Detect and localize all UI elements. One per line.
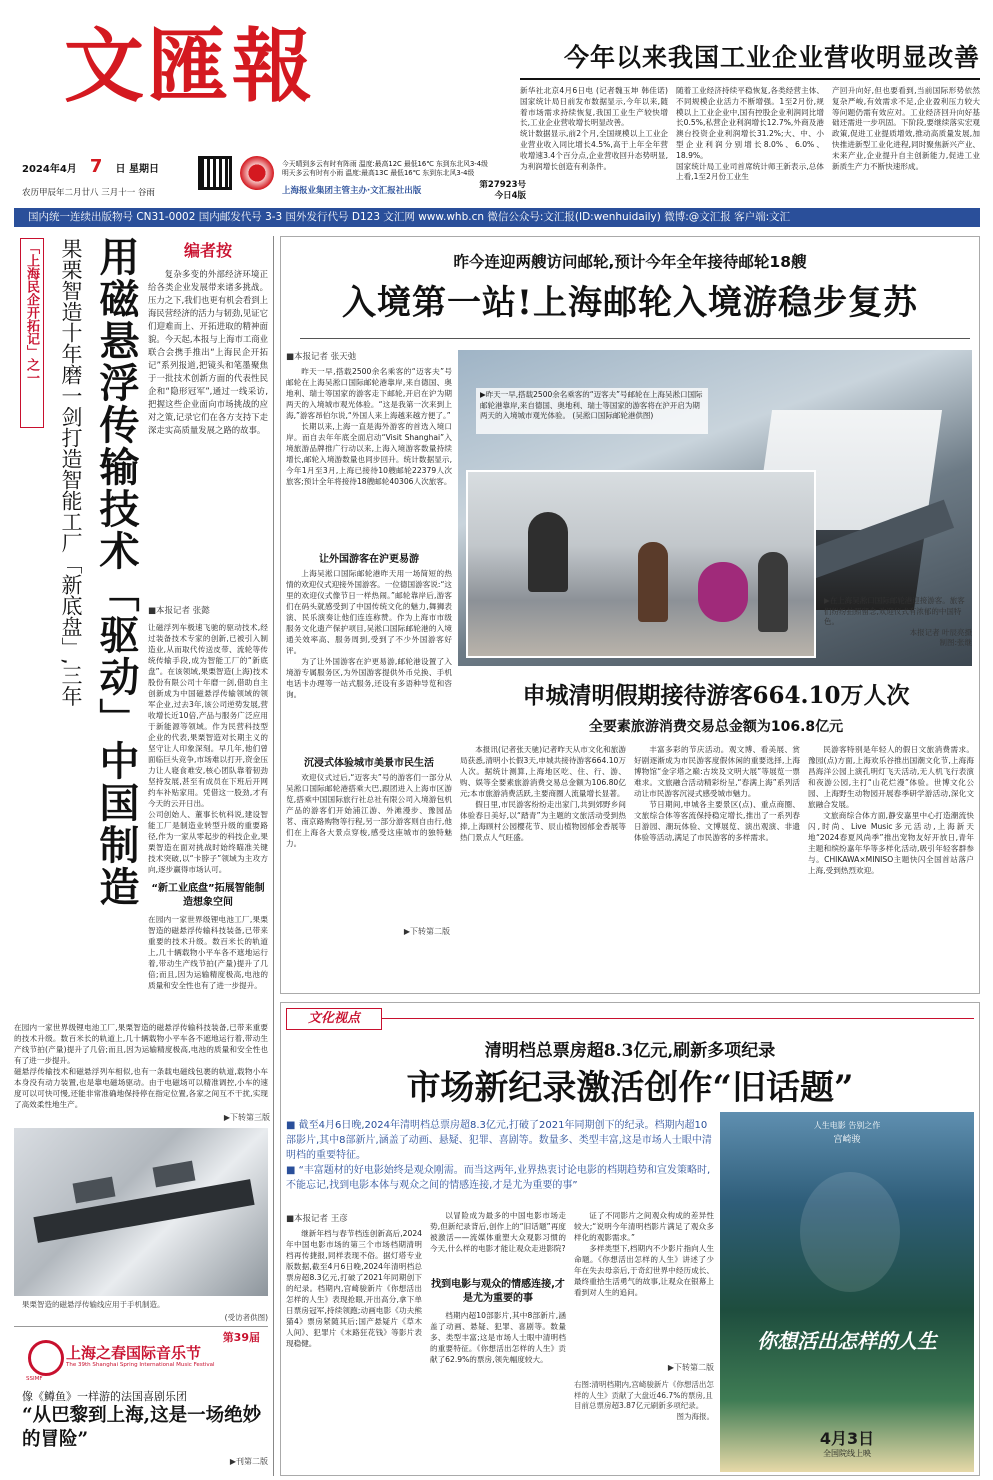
- feature-body2-p1: 在园内一家世界级锂电池工厂,果栗智造的磁悬浮传输科技装备,已带来重要的技术升级。数百米长的轨道上,几十辆载物小平车各不遮地运行着,带动生产线节拍(产量)提升了几倍;而且,因为运输精度极高,电池的质量和安全性也有了进一步提升。: [14, 1023, 268, 1065]
- festival-turn[interactable]: ▶刊第二版: [229, 1457, 268, 1466]
- top-story-col1: [520, 86, 668, 204]
- top-story-headline[interactable]: 今年以来我国工业企业营收明显改善: [563, 43, 980, 72]
- welcome-photo: [466, 470, 816, 658]
- culture-col2b: [430, 1310, 566, 1472]
- festival-name: 上海之春国际音乐节: [66, 1344, 202, 1362]
- poster-title: 你想活出怎样的人生: [757, 1329, 937, 1353]
- emblem-icon: [240, 156, 274, 190]
- tourism-col1: [460, 744, 626, 982]
- culture-summary-2: ■ “丰富题材的好电影始终是观众刚需。而当这两年,业界热衷讨论电影的档期趋势和宣发策略时,不能忘记,找到电影本体与观众之间的情感连接,才是尤为重要的事”: [286, 1165, 711, 1191]
- date-day: 7: [89, 156, 103, 177]
- cruise-subhead1: 让外国游客在沪更易游: [319, 554, 419, 564]
- cruise-body1-p1: 昨天一早,搭载2500余名乘客的“迈客夫”号邮轮在上海吴淞口国际邮轮港靠岸,来自德国、奥地利、瑞士等国家的游客走下邮轮,开启在沪为期两天的入境城市观光体验。“这是我第一次来到上海,”游客昂伯尔说,“外国人来上海越来越方便了。”: [286, 367, 452, 420]
- tourism-col3-p2: 文旅商综合体方面,静安嘉里中心打造潮流快闪,时尚、Live Music多元活动,上海新天地“2024春夏风尚季”推出宠物友好开放日,青年主题和缤纷嘉年华等多样化活动,吸引年轻客群参与。CHIKAWA×MINISO主题快闪全国首站落户上海,受到热烈欢迎。: [808, 811, 974, 875]
- festival-headline[interactable]: “从巴黎到上海,这是一场绝妙的冒险”: [22, 1405, 262, 1450]
- tourism-col1-p1: 本报讯(记者张天驰)记者昨天从市文化和旅游局获悉,清明小长假3天,申城共接待游客664.10万人次。据统计测算,上海地区吃、住、行、游、购、娱等全要素旅游消费交易总金额为106.80亿元;本市旅游消费活跃,主要商圈人流量增长显著。: [460, 745, 626, 798]
- tourism-subhead: 全要素旅游消费交易总金额为106.8亿元: [588, 719, 844, 735]
- feature-body2-p2: 磁悬浮传输技术和磁悬浮列车相似,也有一条载电磁线包裹的轨道,载物小车本身没有动力装置,也是靠电磁场驱动。由于电磁场可以精准调控,小车的速度可以可快可慢,还能非常准确地保持停在指定位置,各家之间互不干扰,实现了高效柔性地生产。: [14, 1067, 268, 1108]
- movie-poster: [720, 1112, 974, 1472]
- cruise-rule: [300, 338, 970, 339]
- cruise-byline: ■本报记者 张天弛: [286, 352, 357, 362]
- tourism-col1-p2: 假日里,市民游客纷纷走出家门,共到郊野乡间体验春日美好,以“踏青”为主题的文旅活动受到热捧,上海顾村公园樱花节、辰山植物园郁金香展等热门景点人气旺盛。: [460, 800, 626, 842]
- culture-section-label: 文化视点: [286, 1008, 382, 1030]
- cruise-kicker: 昨今连迎两艘访问邮轮,预计今年全年接待邮轮18艘: [453, 253, 807, 270]
- culture-section-rule: [382, 1018, 974, 1019]
- culture-byline: ■本报记者 王彦: [286, 1214, 348, 1224]
- cruise-photo2-caption: [824, 596, 972, 654]
- culture-col3-p2: 多样类型下,档期内不少影片指向人生命题。《你想活出怎样的人生》讲述了少年在失去母亲后,于奇幻世界中经历成长、最终重拾生活勇气的故事,让观众在银幕上看到对人生的追问。: [574, 1244, 714, 1297]
- editor-note-body: 复杂多变的外部经济环境正给各类企业发展带来诸多挑战。压力之下,我们也更有机会看到上海民营经济的活力与韧劲,见证它们迎难而上、开拓进取的精神面貌。今天起,本报与上海市工商业联合会携手推出“上海民企开拓记”系列报道,把镜头和笔墨聚焦于一批技术创新方面的代表性民企和“隐形冠军”,通过一线采访,把握这些企业面向市场挑战的应对之策,记录它们在各方支持下走深走实高质量发展之路的故事。: [148, 269, 268, 435]
- festival-abbr: SSIMF: [26, 1376, 43, 1382]
- culture-summary: [286, 1118, 712, 1198]
- feature-body2-col: [148, 914, 268, 1020]
- weather-tomorrow: 明天多云有时有小雨 温度:最高13C 最低16℃ 东到东北风3-4级: [282, 169, 475, 177]
- feature-subtitle: 果栗智造十年磨一剑打造智能工厂「新底盘」,三年: [59, 238, 83, 707]
- culture-poster-caption-text: 右图:清明档期内,宫崎骏新片《你想活出怎样的人生》贡献了大盘近46.7%的票房,且目前总票房超3.87亿元刷新多项纪录。: [574, 1380, 714, 1410]
- feature-headline[interactable]: 用磁悬浮传输技术「驱动」中国制造: [93, 236, 140, 908]
- poster-date: 4月3日: [819, 1429, 875, 1448]
- cruise-turn[interactable]: ▶下转第二版: [403, 927, 450, 936]
- lunar-date: 农历甲辰年二月廿八 三月十一 谷雨: [22, 188, 155, 198]
- cruise-headline[interactable]: 入境第一站!上海邮轮入境游稳步复苏: [342, 283, 918, 323]
- culture-subhead: 找到电影与观众的情感连接,才是尤为重要的事: [431, 1279, 565, 1304]
- series-label: 「上海民企开拓记」之一: [20, 238, 44, 428]
- top-story-p2: 统计数据显示,前2个月,全国规模以上工业企业营业收入同比增长4.5%,高于上年全年营收增速3.4个百分点,企业营收回升态势明显,为利润增长创造有利条件。: [520, 129, 668, 171]
- tourism-col3-p1: 民游客特别是年轻人的假日文旅消费需求。豫园(点)方面,上海欢乐谷推出国潮文化节,上海海昌海洋公园上演孔明灯飞天活动,无人机飞行表演和夜游公园,主打“山花烂漫”体验。世博文化公园、上海野生动物园开展春季研学游活动,深化文旅融合发展。: [808, 745, 974, 809]
- top-story-p4: 国家统计局工业司首席统计师王新表示,总体上看,1至2月份工业生: [676, 161, 824, 182]
- weather-today: 今天晴到多云有时有阵雨 温度:最高12C 最低16℃ 东到东北风3-4级: [282, 160, 488, 168]
- top-story-p3: 随着工业经济持续平稳恢复,各类经营主体、不同规模企业活力不断增强。1至2月份,规模以上工业企业中,国有控股企业利润同比增长0.5%,私营企业利润增长12.7%,外商及港澳台投资企业利润增长31.2%;大、中、小型企业利润分别增长8.0%、6.0%、18.9%。: [676, 86, 824, 160]
- top-story-rule: [520, 78, 980, 80]
- festival-name-en: The 39th Shanghai Spring International Music Festival: [66, 1362, 215, 1368]
- poster-art: [800, 1172, 900, 1292]
- date-weekday: 日 星期日: [115, 164, 159, 175]
- festival-tagline: 像《鳟鱼》一样游的法国喜剧乐团: [22, 1390, 187, 1402]
- top-story-col3: [832, 86, 980, 204]
- feature-body1: [148, 622, 268, 880]
- page-count: 今日4版: [494, 191, 526, 201]
- feature-body1-p1: 让磁浮列车极速飞驰的驱动技术,经过装备技术专家的创新,已被引入制造业,从而取代传送皮带、流轮等传统传输手段,成为智能工厂的“新底盘”。在该领域,果栗智造(上海)技术股份有限公司十年磨一剑,借助自主创新成为中国磁悬浮传输领域的领军企业,过去3年,该公司逆势发展,营收增长近10倍,产品与服务广泛应用于新能源等领域。作为民营科技型企业的代表,果栗智造对长期主义的坚守让人印象深刻。早几年,他们曾面临巨头竞争,市场难以打开,资金压力让人寝食难安,核心团队靠着韧劲坚持发展,甚至有成员在下班后开网约车补贴家用。凭借这一股劲,才有今天的云开日出。: [148, 623, 268, 808]
- culture-poster-caption: [574, 1380, 714, 1468]
- cruise-body1-p2: 长期以来,上海一直是海外游客的首选入境口岸。而自去年年底全面启动“Visit Shanghai”入境旅游品牌推广行动以来,上海入境游客数量持续增长,邮轮入境游数量也同步回升。统计数据显示,今年1月至3月,上海已接待10艘邮轮22379人次旅客;预计全年将接待18艘邮轮40306人次旅客。: [286, 422, 452, 486]
- qr-code: [198, 156, 232, 190]
- top-story-p5: 产回升向好,但也要看到,当前国际形势依然复杂严峻,有效需求不足,企业盈利压力较大等问题仍需有效应对。工业经济回升向好基础还需进一步巩固。下阶段,要继续落实宏观政策,促进工业提质增效,推动高质量发展,加快推进新型工业化进程,同时聚焦新兴产业、未来产业,企业提升自主创新能力,促进工业新质生产力不断快速形成。: [832, 86, 980, 171]
- culture-col2-p2: 档期内超10部影片,其中8部新片,涵盖了动画、悬疑、犯罪、喜剧等。数量多、类型丰富;这是市场人士眼中清明档的重要特征。《你想活出怎样的人生》贡献了62.9%的票房,领先幅度较大。: [430, 1311, 566, 1364]
- culture-turn[interactable]: ▶下转第二版: [667, 1363, 714, 1372]
- date-block: [22, 156, 212, 186]
- tourism-col3: [808, 744, 974, 982]
- culture-kicker: 清明档总票房超8.3亿元,刷新多项纪录: [484, 1041, 776, 1058]
- festival-edition: 第39届: [222, 1331, 260, 1343]
- culture-col2-p1: 以冒险成为最多的中国电影市场走势,但新纪录背后,创作上的“旧话题”再度被激活——流媒体重塑大众观影习惯的今天,什么样的电影才能让观众走进影院?: [430, 1211, 566, 1253]
- cruise-body2-p1: 上海吴淞口国际邮轮港昨天用一场简短的热情的欢迎仪式迎接外国游客。一位德国游客说:“这里的欢迎仪式像节日一样热闹。”邮轮靠岸后,游客们在码头就感受到了中国传统文化的魅力,舞狮表演、民乐演奏让他们连连称赞。作为上海市市级服务文化遗产保护项目,吴淞口国际邮轮港的入境通关效率高、服务周到,受到了不少外国游客好评。: [286, 569, 452, 655]
- cruise-body3: [286, 772, 452, 922]
- masthead-logo: 文匯報: [64, 19, 316, 113]
- poster-director: 宫崎骏: [833, 1135, 861, 1145]
- feature-subhead: “新工业底盘”拓展智能制造想象空间: [151, 883, 265, 908]
- feature-byline: ■本报记者 张懿: [148, 606, 210, 616]
- cruise-subhead2: 沉浸式体验城市美景市民生活: [304, 758, 434, 768]
- culture-col1: [286, 1228, 422, 1472]
- cruise-photo2-credit2: 制图:张继: [939, 638, 972, 647]
- feature-photo-credit: (受访者供图): [224, 1313, 268, 1322]
- cruise-body1: [286, 366, 452, 546]
- issue-number: 第27923号: [479, 180, 526, 190]
- issue-info: [466, 180, 526, 204]
- tourism-headline[interactable]: 申城清明假期接待游客664.10万人次: [522, 682, 910, 709]
- culture-col2a: [430, 1210, 566, 1276]
- date-month: 2024年4月: [22, 164, 77, 175]
- tourism-col2-p1: 丰富多彩的节庆活动。观文博、看美展、赏好剧逐渐成为市民游客度假休闲的重要选择,上海博物馆“金字塔之巅:古埃及文明大展”等展览一票难求。文旅融合活动精彩纷呈,“春满上海”系列活动让市民游客沉浸式感受城市魅力。: [634, 745, 800, 798]
- cruise-photo2-caption-text: ▶在上海吴淞口国际邮轮港迎接游客。旅客们纷纷拍照留念,欢迎仪式有浓郁的中国特色。: [824, 596, 965, 626]
- feature-turn[interactable]: ▶下转第三版: [223, 1113, 270, 1122]
- cruise-body3-p1: 欢迎仪式过后,“迈客夫”号的游客们一部分从吴淞口国际邮轮港搭乘大巴,跟团进入上海市区游览,搭乘中国国际旅行社总社有限公司入境游包机产品的游客们开始浦江游、外滩漫步、豫园品茗、南京路购物等行程,另一部分游客则自由行,他们在上海各大景点穿梭,感受这座城市的独特魅力。: [286, 773, 452, 848]
- cruise-photo2-credit: 本报记者 叶辰亮摄: [909, 627, 972, 637]
- cruise-photo1-credit: (吴淞口国际邮轮港供图): [572, 411, 654, 420]
- feature-photo-caption: 果栗智造的磁悬浮传输线应用于手机制造。: [22, 1300, 165, 1309]
- festival-rule: [14, 1326, 268, 1327]
- poster-top-text: 人生电影 告别之作: [813, 1121, 881, 1130]
- culture-col3-p1: 证了不同影片之间观众构成的差异性较大;“说明今年清明档影片满足了观众多样化的观影需求。”: [574, 1211, 714, 1242]
- festival-logo-icon: [28, 1340, 64, 1376]
- tourism-col2: [634, 744, 800, 982]
- feature-body1-p2: 公司创始人、董事长杭科说,建设智能工厂是制造业转型升级的重要路径,作为一家从零起步的科技企业,果栗智造在面对挑战时始终瞄准关键技术突破,以“卡脖子”领域为主攻方向,逐步赢得市场认可。: [148, 810, 268, 874]
- cruise-body2-p2: 为了让外国游客在沪更易游,邮轮港设置了入境游专属服务区,为外国游客提供外币兑换、手机电话卡办理等一站式服务,还设有多语种导览和咨询。: [286, 657, 452, 699]
- cruise-photo1-caption: [476, 388, 708, 434]
- column-divider: [273, 236, 274, 1476]
- top-story-p1: 新华社北京4月6日电 (记者魏玉坤 韩佳诺) 国家统计局日前发布数据显示,今年以来,随着市场需求持续恢复,我国工业生产较快增长,工业企业营收增长明显改善。: [520, 86, 668, 128]
- cruise-photo1-caption-text: ▶昨天一早,搭载2500余名乘客的“迈客夫”号邮轮在上海吴淞口国际邮轮港靠岸,来自德国、奥地利、瑞士等国家的游客将在沪开启为期两天的入境城市观光体验。: [480, 390, 703, 420]
- culture-poster-credit: 图为海报。: [676, 1411, 714, 1421]
- info-bar: 国内统一连续出版物号 CN31-0002 国内邮发代号 3-3 国外发行代号 D123 文汇网 www.whb.cn 微信公众号:文汇报(ID:wenhuidaily) 微博:@文汇报 客户端:文汇: [14, 208, 980, 227]
- culture-headline[interactable]: 市场新纪录激活创作“旧话题”: [406, 1068, 854, 1108]
- editor-note: [148, 238, 268, 598]
- culture-summary-1: ■ 截至4月6日晚,2024年清明档总票房超8.3亿元,打破了2021年同期创下的纪录。档期内超10部影片,其中8部新片,涵盖了动画、悬疑、犯罪、喜剧等。数量多、类型丰富,这是市场人士眼中清明档的重要特征。: [286, 1120, 712, 1161]
- feature-photo: [14, 1128, 268, 1296]
- feature-body2: [14, 1022, 268, 1108]
- cruise-body2: [286, 568, 452, 750]
- publisher: 上海报业集团主管主办·文汇报社出版: [282, 186, 422, 196]
- editor-note-title: 编者按: [183, 241, 232, 260]
- culture-col3: [574, 1210, 714, 1360]
- feature-body2-col-p: 在园内一家世界级锂电池工厂,果栗智造的磁悬浮传输科技装备,已带来重要的技术升级。数百米长的轨道上,几十辆载物小平车各不遮地运行着,带动生产线节拍(产量)提升了几倍;而且,因为运输精度极高,电池的质量和安全性也有了进一步提升。: [148, 915, 268, 990]
- poster-tag: 全国院线上映: [823, 1449, 871, 1458]
- top-story-col2: [676, 86, 824, 204]
- tourism-col2-p2: 节日期间,申城各主要景区(点)、重点商圈、文旅综合体等客流保持稳定增长,推出了一系列春日游园、潮玩体验、文博展览、演出观演、非遗体验等活动,满足了市民游客的多样需求。: [634, 800, 800, 842]
- culture-col1-p1: 继新年档与春节档连创新高后,2024年中国电影市场的第三个市场档期清明档再传捷报,同样表现不俗。据灯塔专业版数据,截至4月6日晚,2024年清明档总票房超8.3亿元,打破了2021年同期创下的纪录。档期内,宫崎骏新片《你想活出怎样的人生》表现抢眼,开出高分,拿下单日票房冠军,持续领跑;动画电影《功夫熊猫4》票房紧随其后;国产悬疑片《草木人间》、犯罪片《末路狂花钱》等影片表现稳健。: [286, 1229, 422, 1348]
